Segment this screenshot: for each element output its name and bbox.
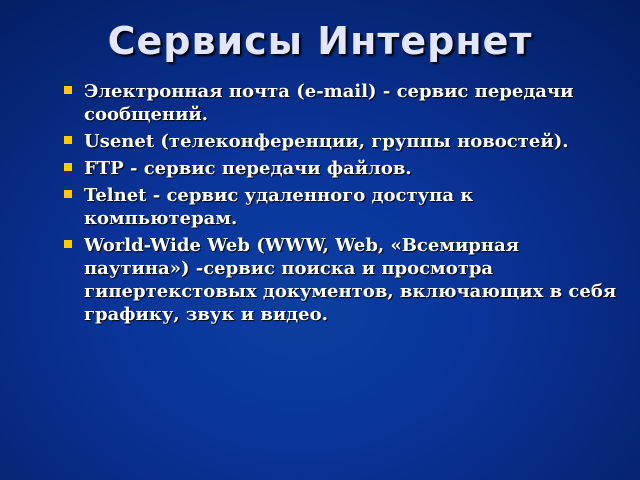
bullet-text: Электронная почта (e-mail) - сервис передачи сообщений. [84, 81, 574, 125]
bullet-square-icon [64, 86, 72, 94]
bullet-list [64, 80, 624, 330]
bullet-item-telnet [64, 184, 624, 230]
slide-title: Сервисы Интернет [107, 19, 533, 63]
bullet-text: Usenet (телеконференции, группы новостей). [84, 131, 569, 152]
bullet-text: FTP - сервис передачи файлов. [84, 158, 412, 179]
bullet-square-icon [64, 240, 72, 248]
bullet-square-icon [64, 136, 72, 144]
bullet-square-icon [64, 163, 72, 171]
bullet-item-www [64, 234, 624, 326]
bullet-item-usenet [64, 130, 624, 153]
bullet-item-ftp [64, 157, 624, 180]
bullet-text: World-Wide Web (WWW, Web, «Всемирная паутина») -сервис поиска и просмотра гипертекстовых документов, включающих в себя графику, звук и видео. [84, 235, 617, 325]
bullet-square-icon [64, 190, 72, 198]
bullet-text: Telnet - сервис удаленного доступа к компьютерам. [84, 185, 474, 229]
bullet-item-email [64, 80, 624, 126]
